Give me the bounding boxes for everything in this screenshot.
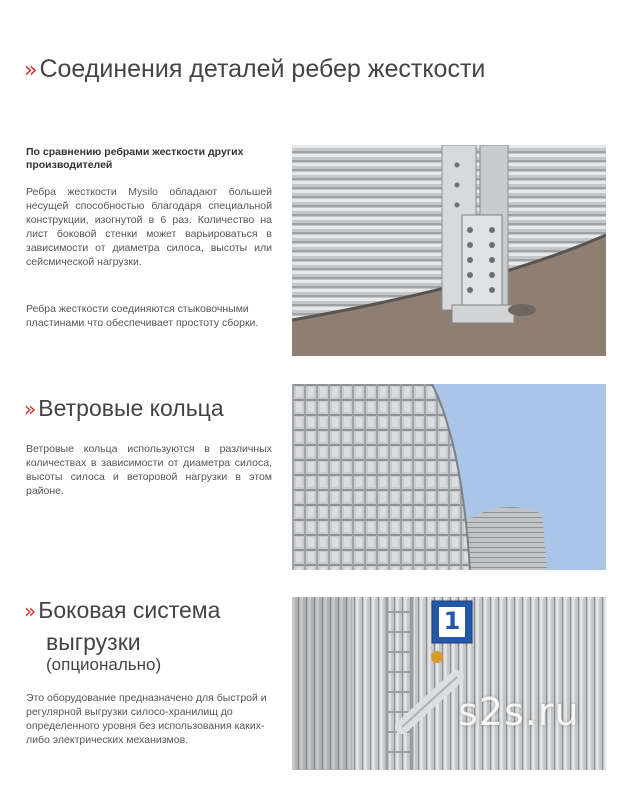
page-title [24, 55, 485, 84]
section1-lead: По сравнению ребрами жесткости других производителей [26, 146, 244, 171]
chevron-right-icon: » [24, 397, 35, 421]
chevron-right-icon: » [24, 58, 36, 83]
section3-title-line2: выгрузки [46, 629, 141, 655]
section3-title-line1: Боковая система [38, 597, 221, 623]
section2-title-text: Ветровые кольца [38, 395, 224, 421]
watermark-text: s2s.ru [458, 690, 580, 734]
side-unloading-photo [292, 597, 606, 770]
wind-rings-photo [292, 384, 606, 570]
section-number-sign: 1 [443, 607, 461, 635]
section2-paragraph: Ветровые кольца используются в различных количествах в зависимости от диаметра силоса, высоты силоса и веторовой нагрузки в этом районе. [26, 443, 272, 497]
section1-paragraph-2: Ребра жесткости соединяются стыковочными пластинами что обеспечивает простоту сборки. [26, 303, 259, 329]
stiffener-joint-photo [292, 145, 606, 356]
section2-title [24, 393, 224, 424]
section1-paragraph-1: Ребра жесткости Mysilo обладают большей несущей способностью благодаря специальной конструкции, изогнутой в 6 раз. Количество на лист боковой стенки может варьироваться в зависимости от диаметра силоса, высоты или сейсмической нагрузки. [26, 186, 272, 268]
section3-title [24, 595, 220, 626]
section3-paragraph: Это оборудование предназначено для быстрой и регулярной выгрузки силосо-хранилищ до определенного уровня без использования каких-либо электрических механизмов. [26, 692, 267, 746]
section3-subtitle: (опционально) [46, 655, 162, 674]
page-title-text: Соединения деталей ребер жесткости [39, 55, 486, 83]
chevron-right-icon: » [24, 599, 35, 623]
